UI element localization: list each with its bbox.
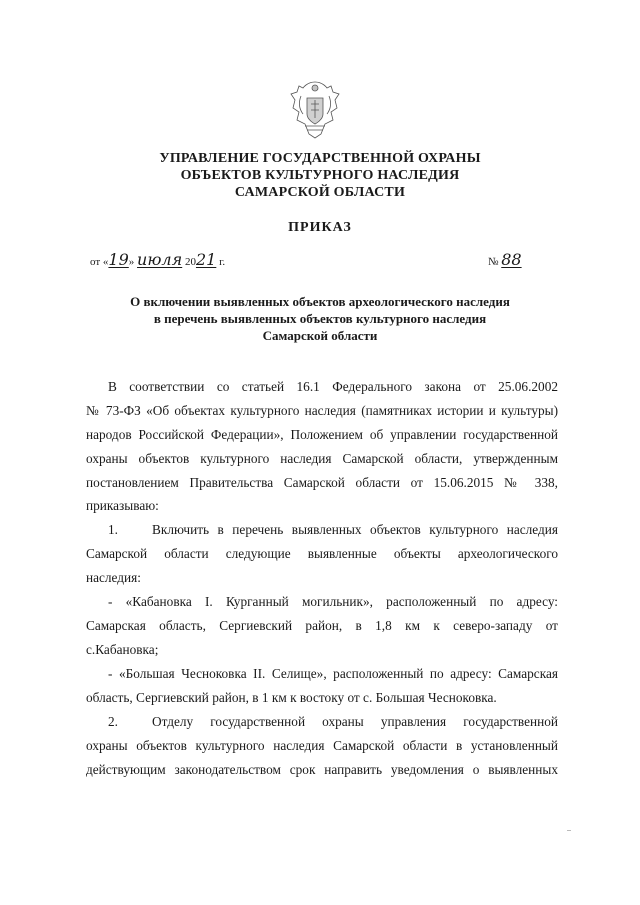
org-name-line-3: САМАРСКОЙ ОБЛАСТИ <box>234 185 406 200</box>
coat-of-arms-emblem <box>287 78 343 140</box>
body-text-line: Включить в перечень выявленных объектов культурного наследия <box>152 522 558 537</box>
org-name-line-2: ОБЪЕКТОВ КУЛЬТУРНОГО НАСЛЕДИЯ <box>180 168 460 183</box>
subject-line-3: Самарской области <box>262 328 378 343</box>
org-name-line-1: УПРАВЛЕНИЕ ГОСУДАРСТВЕННОЙ ОХРАНЫ <box>159 151 481 166</box>
subject-line-2: в перечень выявленных объектов культурного наследия <box>153 311 487 326</box>
body-text-line: В соответствии со статьей 16.1 Федерального закона от 25.06.2002 <box>108 379 558 394</box>
list-item-text: - «Кабановка I. Курганный могильник», расположенный по адресу: <box>108 594 558 609</box>
body-text-line: народов Российской Федерации», Положением об управлении государственной <box>86 427 558 442</box>
order-date <box>90 250 225 269</box>
number-prefix: № <box>488 256 502 268</box>
date-day: 19 <box>108 250 129 269</box>
date-month: июля <box>137 250 183 269</box>
item-number: 1. <box>108 522 118 537</box>
body-text-line: Отделу государственной охраны управления государственной <box>152 714 558 729</box>
body-text-line: охраны объектов культурного наследия Самарской области в установленный <box>86 738 558 753</box>
date-mid: » <box>128 256 138 268</box>
date-suffix: г. <box>216 256 226 268</box>
body-text-line: приказываю: <box>86 498 159 513</box>
body-text-line: Самарской области следующие выявленные объекты археологического <box>86 546 558 561</box>
list-item-text: Самарская область, Сергиевский район, в 1,8 км к северо-западу от <box>86 618 558 633</box>
body-text-line: № 73-ФЗ «Об объектах культурного наследия (памятниках истории и культуры) <box>86 403 558 418</box>
body-text-line: наследия: <box>86 570 141 585</box>
date-prefix: от « <box>90 256 109 268</box>
body-text-line: охраны объектов культурного наследия Самарской области, утвержденным <box>86 451 558 466</box>
order-number <box>488 250 522 269</box>
list-item-text: с.Кабановка; <box>86 642 159 657</box>
document-type-title: ПРИКАЗ <box>288 220 352 235</box>
body-text-line: действующим законодательством срок направить уведомления о выявленных <box>86 762 558 777</box>
number-value: 88 <box>501 250 522 269</box>
list-item-text: - «Большая Чесноковка II. Селище», расположенный по адресу: Самарская <box>108 666 558 681</box>
list-item-text: область, Сергиевский район, в 1 км к востоку от с. Большая Чесноковка. <box>86 690 497 705</box>
body-text-line: постановлением Правительства Самарской области от 15.06.2015 № 338, <box>86 475 558 490</box>
item-number: 2. <box>108 714 118 729</box>
subject-line-1: О включении выявленных объектов археологического наследия <box>130 294 510 309</box>
date-year-prefix: 20 <box>182 256 196 268</box>
scan-artifact <box>567 830 571 831</box>
date-year: 21 <box>195 250 217 269</box>
